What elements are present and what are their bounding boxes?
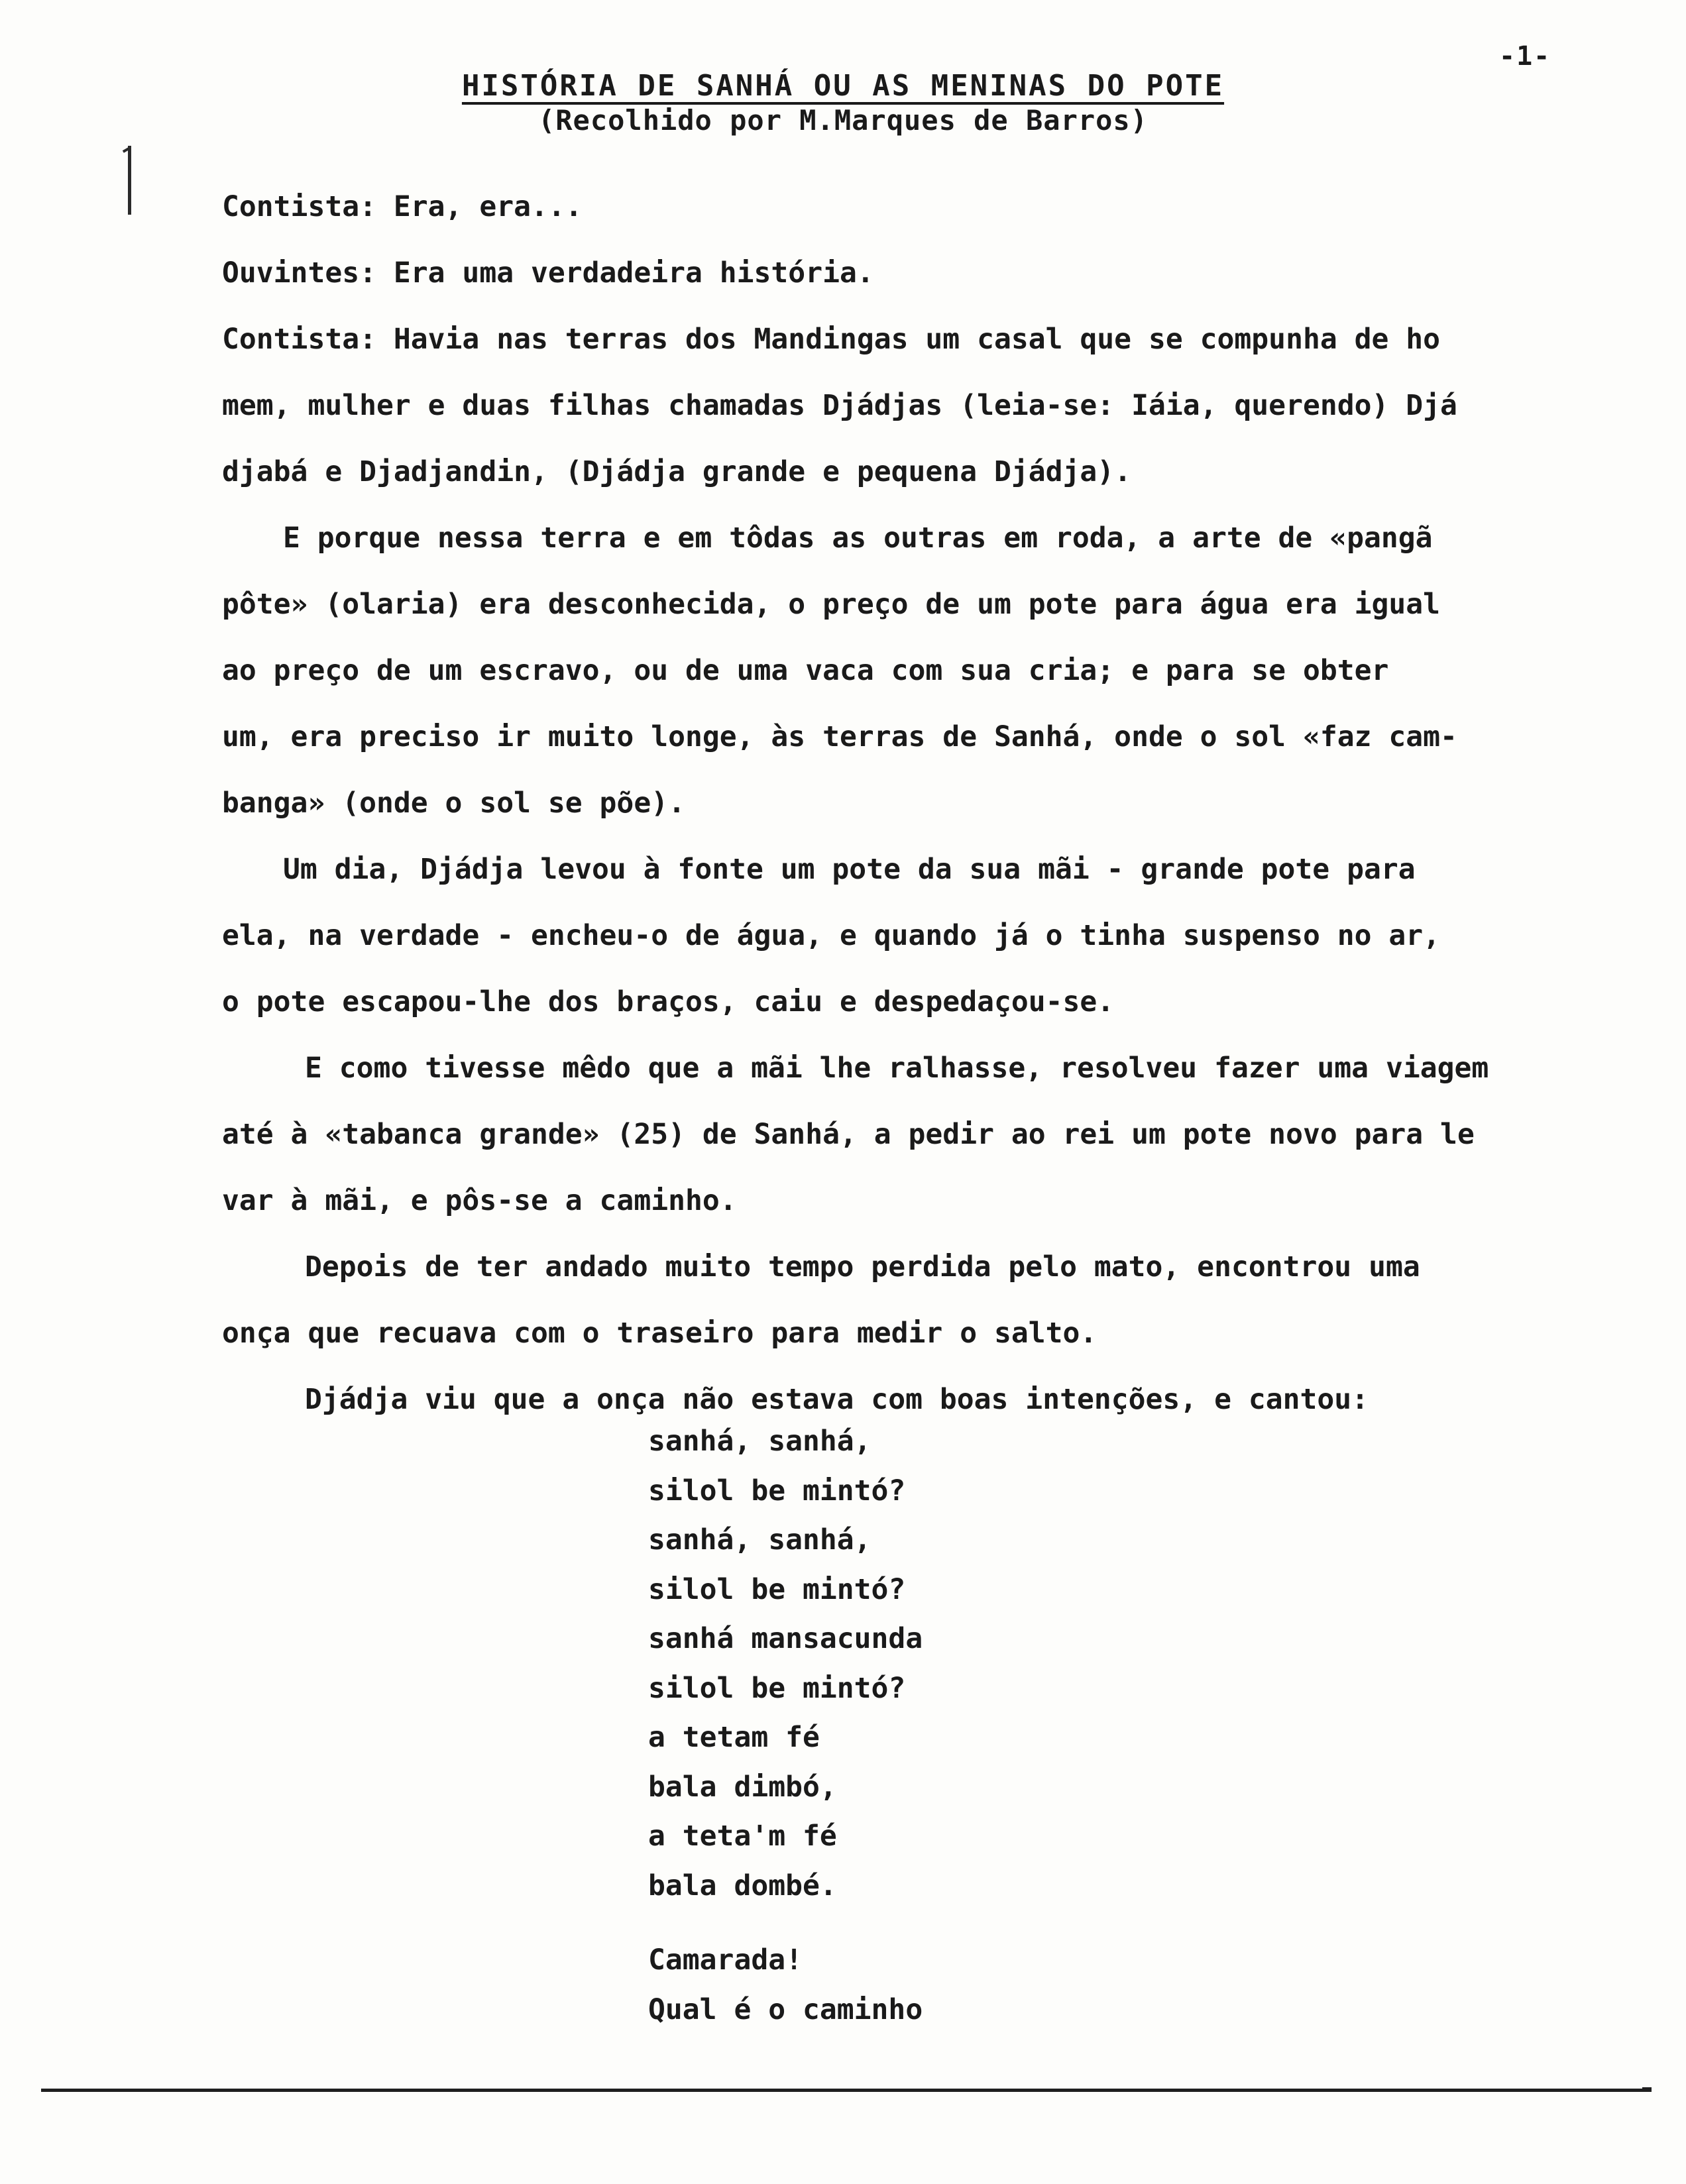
text-line: onça que recuava com o traseiro para medir o salto. <box>222 1317 1097 1350</box>
verse-line: Qual é o caminho <box>648 1993 923 2026</box>
verse-line: sanhá, sanhá, <box>648 1425 871 1458</box>
text-line: Contista: Havia nas terras dos Mandingas um casal que se compunha de ho <box>222 323 1441 356</box>
text-line: um, era preciso ir muito longe, às terras de Sanhá, onde o sol «faz cam- <box>222 720 1457 753</box>
bottom-rule <box>41 2089 1642 2092</box>
document-title: HISTÓRIA DE SANHÁ OU AS MENINAS DO POTE <box>461 69 1225 103</box>
text-line: Um dia, Djádja levou à fonte um pote da sua mãi - grande pote para <box>283 853 1416 886</box>
verse-closing <box>648 1936 923 2034</box>
text-line: até à «tabanca grande» (25) de Sanhá, a pedir ao rei um pote novo para le <box>222 1118 1475 1151</box>
text-line: ela, na verdade - encheu-o de água, e quando já o tinha suspenso no ar, <box>222 919 1441 952</box>
verse-line: silol be mintó? <box>648 1474 906 1507</box>
text-line: banga» (onde o sol se põe). <box>222 787 685 820</box>
verse-line: sanhá mansacunda <box>648 1622 923 1655</box>
text-line: o pote escapou-lhe dos braços, caiu e despedaçou-se. <box>222 985 1115 1018</box>
verse-lines <box>648 1417 923 1910</box>
text-line: mem, mulher e duas filhas chamadas Djádjas (leia-se: Iáia, querendo) Djá <box>222 389 1457 422</box>
page-number: -1- <box>1499 41 1551 72</box>
text-line: Contista: Era, era... <box>222 190 583 223</box>
verse-line: bala dombé. <box>648 1869 837 1902</box>
verse-line: a teta'm fé <box>648 1820 837 1853</box>
text-line: E como tivesse mêdo que a mãi lhe ralhasse, resolveu fazer uma viagem <box>305 1052 1489 1085</box>
text-line: Djádja viu que a onça não estava com boas intenções, e cantou: <box>305 1383 1369 1416</box>
verse-block <box>648 1417 923 2034</box>
text-line: Depois de ter andado muito tempo perdida pelo mato, encontrou uma <box>305 1250 1420 1283</box>
text-line: Ouvintes: Era uma verdadeira história. <box>222 256 874 290</box>
verse-line: Camarada! <box>648 1943 803 1977</box>
verse-line: silol be mintó? <box>648 1671 906 1705</box>
body-text <box>222 174 1640 1433</box>
verse-gap <box>648 1910 923 1936</box>
document-subtitle: (Recolhido por M.Marques de Barros) <box>537 104 1148 136</box>
margin-mark <box>128 146 131 215</box>
text-line: E porque nessa terra e em tôdas as outras em roda, a arte de «pangã <box>283 521 1433 555</box>
verse-line: silol be mintó? <box>648 1572 906 1606</box>
text-line: djabá e Djadjandin, (Djádja grande e pequena Djádja). <box>222 455 1132 488</box>
text-line: ao preço de um escravo, ou de uma vaca com sua cria; e para se obter <box>222 654 1389 687</box>
verse-line: a tetam fé <box>648 1721 820 1754</box>
text-line: var à mãi, e pôs-se a caminho. <box>222 1184 737 1217</box>
verse-line: sanhá, sanhá, <box>648 1523 871 1556</box>
verse-line: bala dimbó, <box>648 1770 837 1804</box>
text-line: pôte» (olaria) era desconhecida, o preço de um pote para água era igual <box>222 588 1441 621</box>
title-block <box>0 69 1686 136</box>
